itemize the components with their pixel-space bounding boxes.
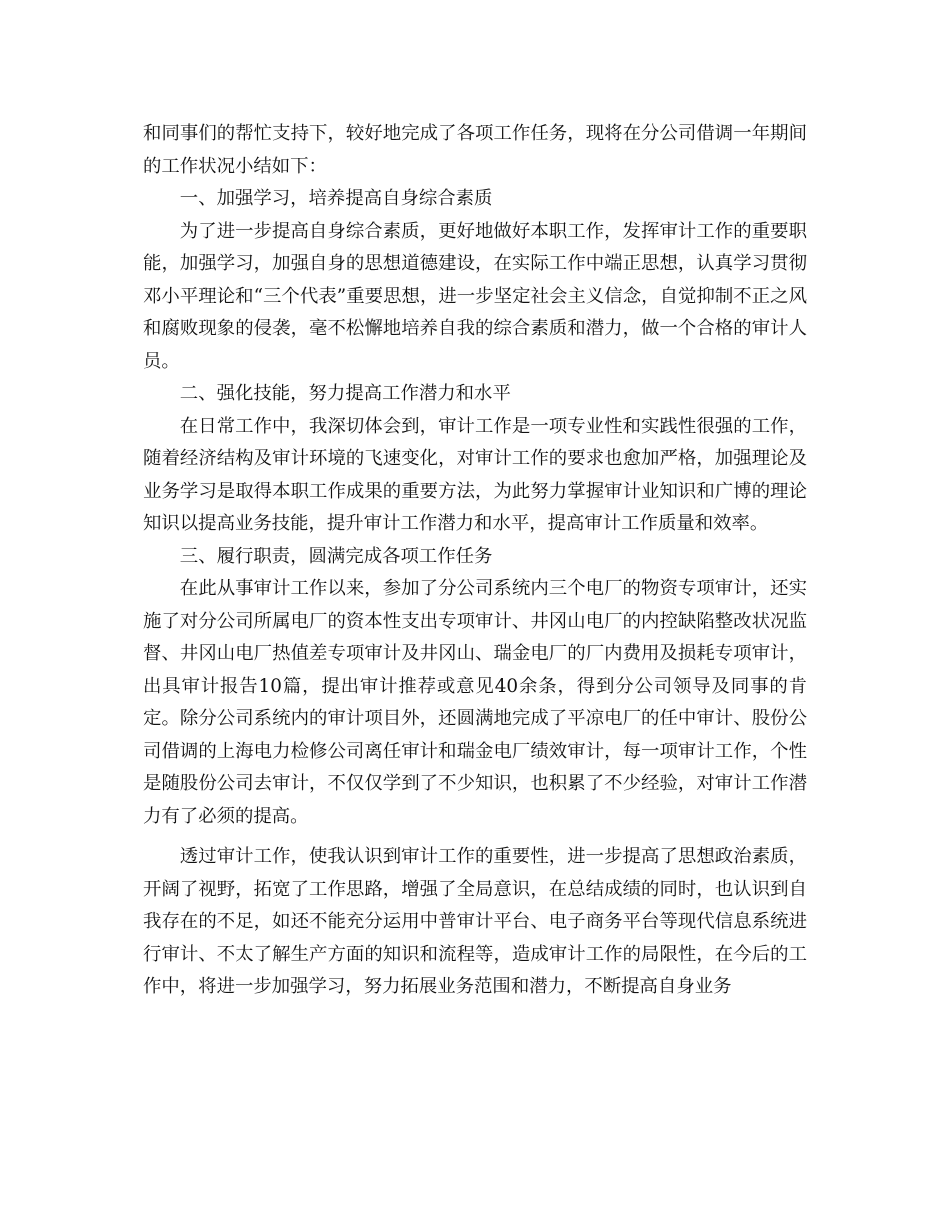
paragraph-intro: 和同事们的帮忙支持下，较好地完成了各项工作任务，现将在分公司借调一年期间的工作状况小结如下： (143, 123, 807, 177)
section-heading-1: 一、加强学习，培养提高自身综合素质 (179, 188, 493, 209)
document-body (143, 118, 807, 1004)
section-heading-2: 二、强化技能，努力提高工作潜力和水平 (179, 383, 511, 404)
paragraph-section-2: 在日常工作中，我深切体会到，审计工作是一项专业性和实践性很强的工作，随着经济结构及审计环境的飞速变化，对审计工作的要求也愈加严格，加强理论及业务学习是取得本职工作成果的重要方法，为此努力掌握审计业知识和广博的理论知识以提高业务技能，提升审计工作潜力和水平，提高审计工作质量和效率。 (143, 415, 807, 534)
section-heading-3: 三、履行职责，圆满完成各项工作任务 (179, 545, 493, 567)
paragraph-section-1: 为了进一步提高自身综合素质，更好地做好本职工作，发挥审计工作的重要职能，加强学习，加强自身的思想道德建设，在实际工作中端正思想，认真学习贯彻邓小平理论和“三个代表”重要思想，进一步坚定社会主义信念，自觉抑制不正之风和腐败现象的侵袭，毫不松懈地培养自我的综合素质和潜力，做一个合格的审计人员。 (143, 220, 807, 372)
paragraph-section-3: 在此从事审计工作以来，参加了分公司系统内三个电厂的物资专项审计，还实施了对分公司所属电厂的资本性支出专项审计、井冈山电厂的内控缺陷整改状况监督、井冈山电厂热值差专项审计及井冈山、瑞金电厂的厂内费用及损耗专项审计，出具审计报告10篇，提出审计推荐或意见40余条，得到分公司领导及同事的肯定。除分公司系统内的审计项目外，还圆满地完成了平凉电厂的任中审计、股份公司借调的上海电力检修公司离任审计和瑞金电厂绩效审计，每一项审计工作，个性是随股份公司去审计，不仅仅学到了不少知识，也积累了不少经验，对审计工作潜力有了必须的提高。 (143, 578, 807, 827)
paragraph-summary: 透过审计工作，使我认识到审计工作的重要性，进一步提高了思想政治素质，开阔了视野，拓宽了工作思路，增强了全局意识，在总结成绩的同时，也认识到自我存在的不足，如还不能充分运用中普审计平台、电子商务平台等现代信息系统进行审计、不太了解生产方面的知识和流程等，造成审计工作的局限性，在今后的工作中，将进一步加强学习，努力拓展业务范围和潜力，不断提高自身业务 (143, 846, 807, 997)
